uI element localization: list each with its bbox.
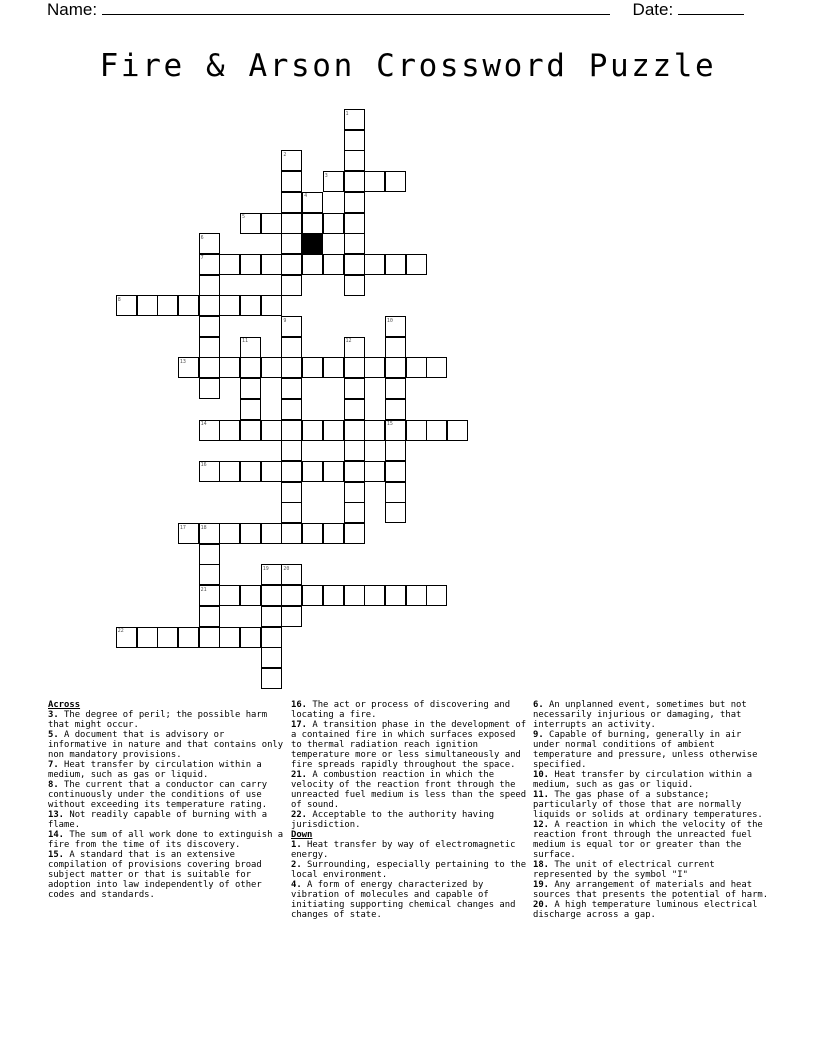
grid-cell[interactable] (323, 254, 344, 275)
grid-cell[interactable] (219, 420, 240, 441)
grid-cell[interactable] (344, 357, 365, 378)
grid-cell[interactable] (344, 171, 365, 192)
grid-cell[interactable] (178, 627, 199, 648)
grid-cell[interactable] (364, 357, 385, 378)
clue-down-6: 6. An unplanned event, sometimes but not necessarily injurious or damaging, that interrupts an activity. (533, 700, 747, 730)
grid-cell[interactable] (302, 461, 323, 482)
clue-across-15: 15. A standard that is an extensive compilation of provisions covering broad subject matter or that is suitable for adoption into law independently of other codes and standards. (48, 850, 262, 900)
grid-cell[interactable] (447, 420, 468, 441)
grid-cell[interactable] (281, 192, 302, 213)
grid-cell[interactable] (261, 295, 282, 316)
grid-cell[interactable] (199, 378, 220, 399)
grid-cell[interactable] (199, 295, 220, 316)
grid-cell[interactable] (199, 337, 220, 358)
clue-across-7: 7. Heat transfer by circulation within a medium, such as gas or liquid. (48, 760, 262, 780)
grid-cell[interactable] (199, 606, 220, 627)
clue-across-16: 16. The act or process of discovering and locating a fire. (291, 700, 511, 720)
grid-cell[interactable] (385, 171, 406, 192)
grid-cell[interactable] (344, 585, 365, 606)
clue-number-label: 14 (200, 421, 207, 427)
grid-cell[interactable] (344, 275, 365, 296)
page-title: Fire & Arson Crossword Puzzle (99, 48, 717, 84)
grid-cell[interactable] (302, 523, 323, 544)
clue-down-19: 19. Any arrangement of materials and heat sources that presents the potential of harm. (533, 880, 769, 900)
grid-cell[interactable] (344, 192, 365, 213)
grid-cell[interactable] (364, 254, 385, 275)
clue-column-3 (533, 700, 773, 920)
grid-cell[interactable] (261, 523, 282, 544)
grid-cell[interactable] (219, 585, 240, 606)
grid-cell[interactable] (261, 254, 282, 275)
clue-number-label: 22 (117, 628, 124, 634)
clue-number-label: 2 (283, 151, 287, 158)
name-label: Name: (47, 0, 98, 19)
grid-cell[interactable] (199, 316, 220, 337)
clue-number-label: 18 (200, 524, 207, 531)
grid-cell[interactable] (261, 668, 282, 689)
across-heading: Across (48, 700, 81, 710)
grid-cell[interactable] (199, 275, 220, 296)
grid-cell[interactable] (281, 378, 302, 399)
grid-cell[interactable] (385, 337, 406, 358)
grid-cell[interactable] (344, 254, 365, 275)
clue-down-9: 9. Capable of burning, generally in air under normal conditions of ambient temperature and pressure, unless otherwise specified. (533, 730, 758, 770)
clue-across-13: 13. Not readily capable of burning with a flame. (48, 810, 268, 830)
grid-cell[interactable] (281, 502, 302, 523)
clue-number-label: 17 (179, 524, 186, 531)
grid-cell[interactable] (240, 378, 261, 399)
clue-number-label: 3 (324, 172, 328, 179)
clue-number-label: 10 (386, 317, 393, 324)
clue-down-20: 20. A high temperature luminous electrical discharge across a gap. (533, 900, 758, 920)
grid-cell[interactable] (240, 420, 261, 441)
clue-down-2: 2. Surrounding, especially pertaining to the local environment. (291, 860, 527, 880)
grid-cell[interactable] (281, 399, 302, 420)
grid-cell[interactable] (385, 357, 406, 378)
clue-number-label: 15 (386, 421, 393, 427)
grid-cell[interactable] (281, 523, 302, 544)
grid-cell[interactable] (323, 585, 344, 606)
grid-cell[interactable] (344, 502, 365, 523)
clue-across-3: 3. The degree of peril; the possible harm that might occur. (48, 710, 268, 730)
grid-cell[interactable] (385, 399, 406, 420)
grid-cell[interactable] (219, 627, 240, 648)
grid-cell[interactable] (261, 606, 282, 627)
grid-cell[interactable] (261, 357, 282, 378)
down-clue-list-1 (291, 840, 529, 920)
grid-cell[interactable] (199, 627, 220, 648)
grid-cell[interactable] (281, 254, 302, 275)
grid-cell[interactable] (344, 150, 365, 171)
grid-cell[interactable] (364, 461, 385, 482)
grid-cell[interactable] (199, 357, 220, 378)
grid-cell[interactable] (261, 627, 282, 648)
grid-cell[interactable] (323, 461, 344, 482)
across-clue-list-1 (48, 710, 286, 900)
clue-down-1: 1. Heat transfer by way of electromagnetic energy. (291, 840, 516, 860)
grid-cell[interactable] (281, 337, 302, 358)
grid-cell[interactable] (261, 647, 282, 668)
grid-cell[interactable] (261, 213, 282, 234)
blocked-cell (302, 233, 323, 254)
clue-number-label: 5 (242, 214, 246, 220)
clue-column-1 (48, 700, 286, 900)
clue-number-label: 19 (262, 565, 269, 572)
grid-cell[interactable] (385, 461, 406, 482)
grid-cell[interactable] (240, 523, 261, 544)
down-heading: Down (291, 830, 313, 840)
grid-cell[interactable] (240, 357, 261, 378)
grid-cell[interactable] (323, 213, 344, 234)
grid-cell[interactable] (281, 606, 302, 627)
grid-cell[interactable] (302, 213, 323, 234)
clue-down-4: 4. A form of energy characterized by vibration of molecules and capable of initiating supporting chemical changes and changes of state. (291, 880, 516, 920)
grid-cell[interactable] (344, 482, 365, 503)
clue-down-18: 18. The unit of electrical current represented by the symbol "I" (533, 860, 715, 880)
grid-cell[interactable] (302, 585, 323, 606)
grid-cell[interactable] (323, 523, 344, 544)
grid-cell[interactable] (240, 627, 261, 648)
grid-cell[interactable] (281, 213, 302, 234)
grid-cell[interactable] (281, 482, 302, 503)
clue-across-8: 8. The current that a conductor can carry continuously under the conditions of use without exceeding its temperature rating. (48, 780, 268, 810)
grid-cell[interactable] (385, 482, 406, 503)
clue-number-label: 4 (304, 193, 308, 200)
grid-cell[interactable] (219, 295, 240, 316)
clue-number-label: 20 (283, 565, 290, 572)
grid-cell[interactable] (406, 420, 427, 441)
grid-cell[interactable] (178, 295, 199, 316)
grid-cell[interactable] (137, 295, 158, 316)
grid-cell[interactable] (344, 440, 365, 461)
grid-cell[interactable] (240, 399, 261, 420)
clue-across-14: 14. The sum of all work done to extinguish a fire from the time of its discovery. (48, 830, 284, 850)
clue-number-label: 16 (200, 462, 207, 469)
down-clue-list-2 (533, 700, 773, 920)
grid-cell[interactable] (344, 233, 365, 254)
grid-cell[interactable] (406, 357, 427, 378)
clue-down-12: 12. A reaction in which the velocity of the reaction front through the unreacted fuel medium is equal tor or greater than the surface. (533, 820, 763, 860)
grid-cell[interactable] (406, 254, 427, 275)
grid-cell[interactable] (281, 275, 302, 296)
clue-number-label: 11 (242, 338, 249, 345)
grid-cell[interactable] (426, 357, 447, 378)
clue-across-22: 22. Acceptable to the authority having jurisdiction. (291, 810, 495, 830)
grid-cell[interactable] (219, 357, 240, 378)
clue-down-10: 10. Heat transfer by circulation within a medium, such as gas or liquid. (533, 770, 753, 790)
grid-cell[interactable] (364, 171, 385, 192)
clue-number-label: 9 (283, 317, 287, 324)
clue-number-label: 8 (117, 296, 121, 303)
grid-cell[interactable] (302, 357, 323, 378)
clue-number-label: 12 (345, 338, 352, 345)
grid-cell[interactable] (157, 627, 178, 648)
grid-cell[interactable] (344, 523, 365, 544)
grid-cell[interactable] (219, 254, 240, 275)
grid-cell[interactable] (406, 585, 427, 606)
clue-number-label: 1 (345, 110, 349, 117)
clue-across-21: 21. A combustion reaction in which the velocity of the reaction front through the unreacted fuel medium is less than the speed of sound. (291, 770, 527, 810)
grid-cell[interactable] (240, 585, 261, 606)
clue-number-label: 7 (200, 255, 204, 262)
grid-cell[interactable] (219, 523, 240, 544)
grid-cell[interactable] (344, 461, 365, 482)
grid-cell[interactable] (261, 461, 282, 482)
grid-cell[interactable] (281, 461, 302, 482)
clue-number-label: 6 (200, 234, 204, 241)
grid-cell[interactable] (323, 420, 344, 441)
grid-cell[interactable] (281, 171, 302, 192)
across-clue-list-2 (291, 700, 529, 830)
clue-number-label: 13 (179, 358, 186, 365)
grid-cell[interactable] (364, 585, 385, 606)
clue-number-label: 21 (200, 586, 207, 593)
grid-cell[interactable] (240, 461, 261, 482)
grid-cell[interactable] (137, 627, 158, 648)
clue-column-2 (291, 700, 529, 920)
grid-cell[interactable] (302, 420, 323, 441)
grid-cell[interactable] (199, 564, 220, 585)
grid-cell[interactable] (261, 420, 282, 441)
grid-cell[interactable] (240, 254, 261, 275)
grid-cell[interactable] (385, 440, 406, 461)
grid-cell[interactable] (344, 378, 365, 399)
grid-cell[interactable] (281, 233, 302, 254)
grid-cell[interactable] (261, 585, 282, 606)
grid-cell[interactable] (199, 544, 220, 565)
grid-cell[interactable] (344, 213, 365, 234)
grid-cell[interactable] (385, 502, 406, 523)
grid-cell[interactable] (344, 399, 365, 420)
grid-cell[interactable] (385, 254, 406, 275)
grid-cell[interactable] (157, 295, 178, 316)
clue-across-17: 17. A transition phase in the development of a contained fire in which surfaces exposed to thermal radiation reach ignition temperature more or less simultaneously and fire spreads rapidly throughout the space. (291, 720, 527, 770)
grid-cell[interactable] (281, 585, 302, 606)
clue-across-5: 5. A document that is advisory or informative in nature and that contains only non mandatory provisions. (48, 730, 284, 760)
grid-cell[interactable] (426, 585, 447, 606)
grid-cell[interactable] (323, 357, 344, 378)
date-label: Date: (632, 0, 674, 19)
grid-cell[interactable] (344, 130, 365, 151)
grid-cell[interactable] (426, 420, 447, 441)
grid-cell[interactable] (364, 420, 385, 441)
grid-cell[interactable] (281, 420, 302, 441)
grid-cell[interactable] (219, 461, 240, 482)
grid-cell[interactable] (240, 295, 261, 316)
grid-cell[interactable] (302, 254, 323, 275)
grid-cell[interactable] (385, 585, 406, 606)
grid-cell[interactable] (344, 420, 365, 441)
grid-cell[interactable] (281, 440, 302, 461)
clue-down-11: 11. The gas phase of a substance; particularly of those that are normally liquids or solids at ordinary temperatures. (533, 790, 763, 820)
grid-cell[interactable] (385, 378, 406, 399)
grid-cell[interactable] (281, 357, 302, 378)
